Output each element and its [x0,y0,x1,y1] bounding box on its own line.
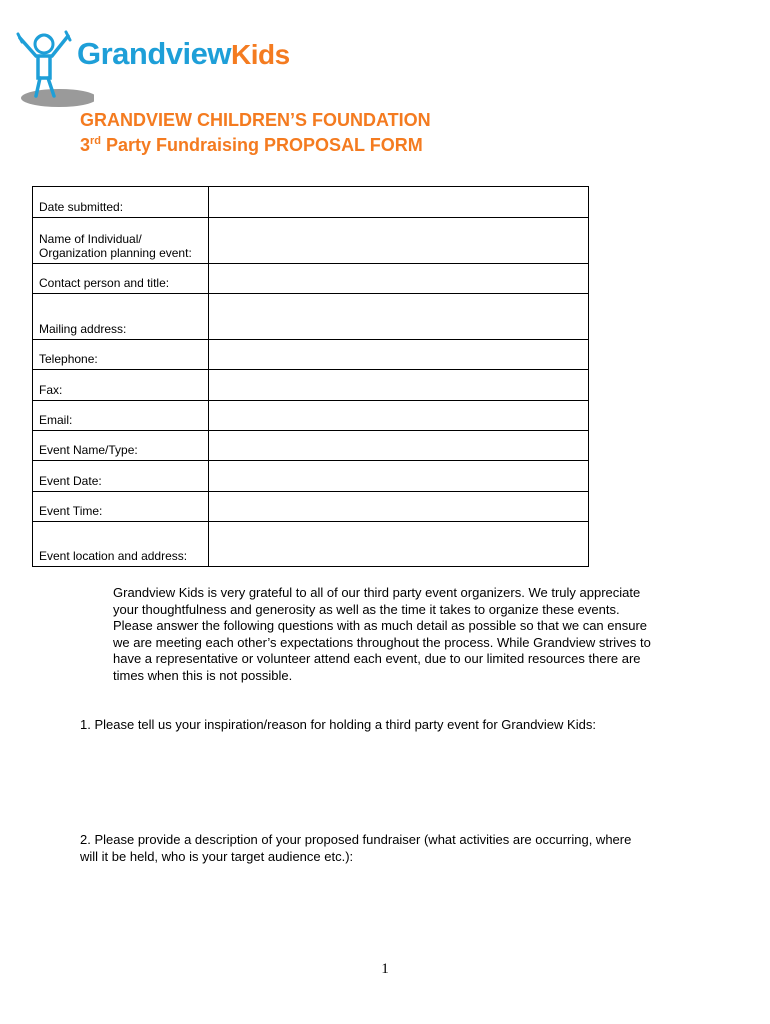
form-field-fax[interactable] [208,370,588,401]
form-field-event-location[interactable] [208,522,588,567]
form-field-telephone[interactable] [208,340,588,370]
logo-word-grandview: Grandview [77,36,231,71]
title-line-2-text: Party Fundraising PROPOSAL FORM [101,135,423,155]
form-field-date-submitted[interactable] [208,187,588,218]
page-number: 1 [381,961,389,977]
proposal-info-table [32,186,589,567]
form-label-event-name: Event Name/Type: [33,431,209,461]
logo-wordmark [77,34,290,75]
form-row [33,401,589,431]
title-ordinal-number: 3 [80,135,91,155]
form-label-email: Email: [33,401,209,431]
form-field-email[interactable] [208,401,588,431]
question-1: 1. Please tell us your inspiration/reason for holding a third party event for Grandview Kids: [80,717,596,732]
form-row [33,431,589,461]
form-label-fax: Fax: [33,370,209,401]
form-row [33,187,589,218]
form-field-event-date[interactable] [208,461,588,492]
form-row [33,294,589,340]
form-field-organization-name[interactable] [208,218,588,264]
form-label-organization-name: Name of Individual/ Organization planning event: [33,218,209,264]
form-title [80,108,431,161]
form-field-event-time[interactable] [208,492,588,522]
form-label-telephone: Telephone: [33,340,209,370]
form-label-event-time: Event Time: [33,492,209,522]
form-field-event-name[interactable] [208,431,588,461]
title-ordinal-suffix: rd [90,135,102,147]
grandview-kids-logo [14,28,290,106]
title-line-1: GRANDVIEW CHILDREN’S FOUNDATION [80,110,431,130]
form-row [33,461,589,492]
logo-word-kids: Kids [231,39,290,70]
form-label-event-date: Event Date: [33,461,209,492]
question-2: 2. Please provide a description of your proposed fundraiser (what activities are occurring, where will it be held, who is your target audience etc.): [80,832,632,864]
form-row [33,264,589,294]
form-row [33,340,589,370]
form-field-contact-person[interactable] [208,264,588,294]
form-label-mailing-address: Mailing address: [33,294,209,340]
form-label-contact-person: Contact person and title: [33,264,209,294]
form-row [33,522,589,567]
form-row [33,492,589,522]
form-label-date-submitted: Date submitted: [33,187,209,218]
intro-paragraph: Grandview Kids is very grateful to all of our third party event organizers. We truly appreciate your thoughtfulness and generosity as well as the time it takes to organize these events. Please answer the following questions with as much detail as possible so that we can ensure we are meeting each other’s expectations throughout the process. While Grandview strives to have a representative or volunteer attend each event, due to our limited resources there are times when this is not possible. [113,585,651,683]
form-field-mailing-address[interactable] [208,294,588,340]
form-row [33,370,589,401]
form-row [33,218,589,264]
title-line-2 [80,133,431,161]
form-label-event-location: Event location and address: [33,522,209,567]
